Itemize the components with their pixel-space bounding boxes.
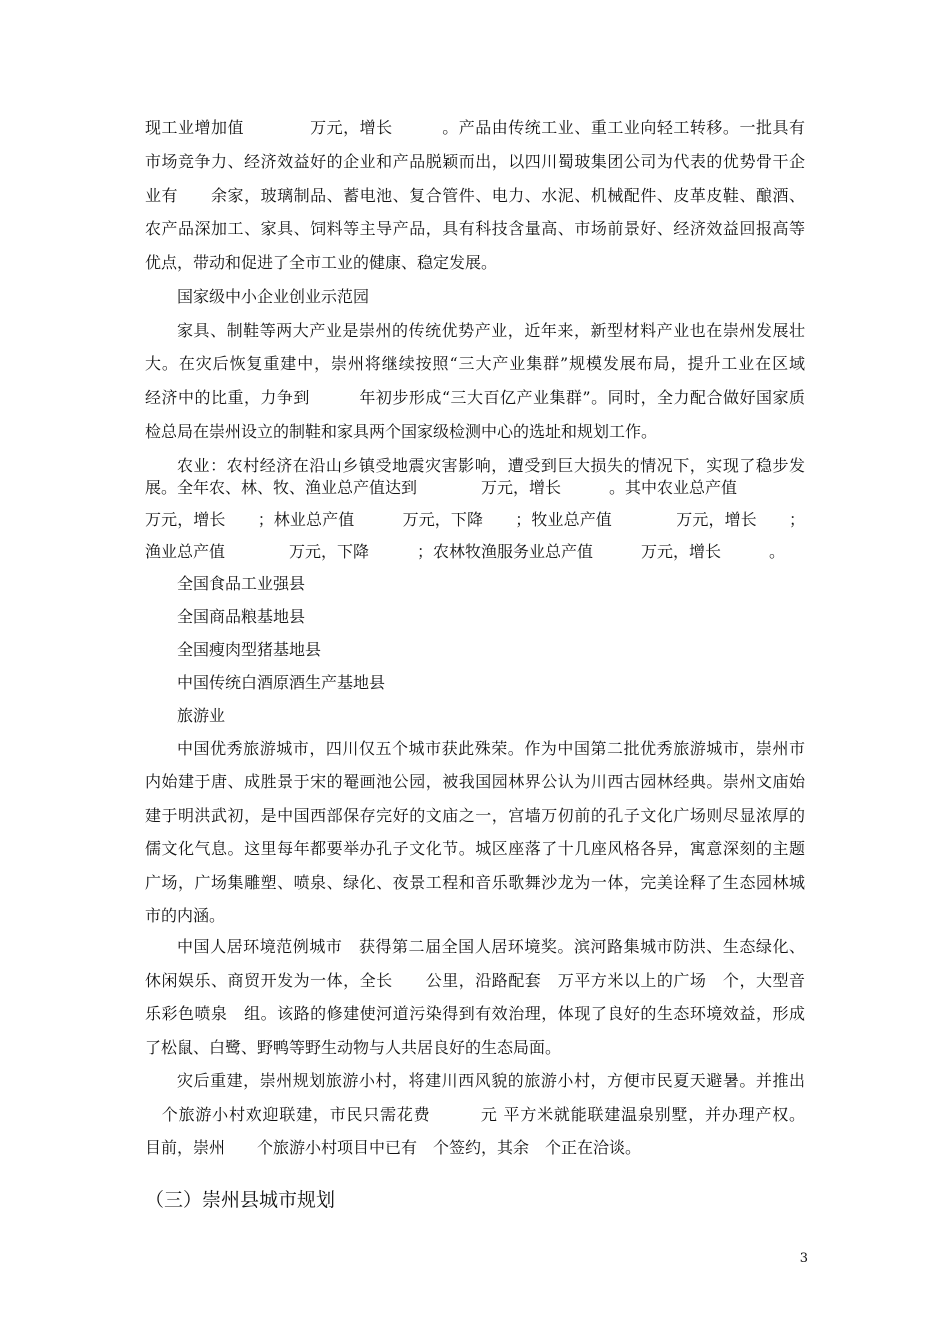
text-line: 中国优秀旅游城市，四川仅五个城市获此殊荣。作为中国第二批优秀旅游城市，崇州市 — [177, 739, 805, 758]
text-line: 市场竞争力、经济效益好的企业和产品脱颖而出，以四川蜀玻集团公司为代表的优势骨干企 — [145, 152, 805, 171]
text-line: 个旅游小村欢迎联建，市民只需花费 元 平方米就能联建温泉别墅，并办理产权。 — [145, 1105, 805, 1124]
subheading-line: 全国商品粮基地县 — [177, 607, 306, 626]
text-line: 展。全年农、林、牧、渔业总产值达到 万元，增长 。其中农业总产值 — [145, 478, 738, 497]
text-line: 现工业增加值 万元，增长 。产品由传统工业、重工业向轻工转移。一批具有 — [145, 118, 805, 137]
subheading-line: 全国食品工业强县 — [177, 574, 306, 593]
text-line: 内始建于唐、成胜景于宋的罨画池公园，被我国园林界公认为川西古园林经典。崇州文庙始 — [145, 772, 805, 791]
text-line: 农产品深加工、家具、饲料等主导产品，具有科技含量高、市场前景好、经济效益回报高等 — [145, 219, 805, 238]
text-line: 中国人居环境范例城市 获得第二届全国人居环境奖。滨河路集城市防洪、生态绿化、 — [177, 937, 805, 956]
subheading-line: 国家级中小企业创业示范园 — [177, 287, 370, 306]
text-line: 市的内涵。 — [145, 906, 226, 925]
text-line: 目前，崇州 个旅游小村项目中已有 个签约，其余 个正在洽谈。 — [145, 1138, 642, 1157]
subheading-line: 中国传统白酒原酒生产基地县 — [177, 673, 386, 692]
text-line: 乐彩色喷泉 组。该路的修建使河道污染得到有效治理，体现了良好的生态环境效益，形成 — [145, 1004, 805, 1023]
text-line: 万元，增长 ；林业总产值 万元，下降 ；牧业总产值 万元，增长 ； — [145, 510, 805, 529]
text-line: 大。在灾后恢复重建中，崇州将继续按照“三大产业集群”规模发展布局，提升工业在区域 — [145, 354, 805, 373]
page-number: 3 — [799, 1251, 808, 1266]
text-line: 灾后重建，崇州规划旅游小村，将建川西风貌的旅游小村，方便市民夏天避暑。并推出 — [177, 1071, 805, 1090]
subheading-line: 旅游业 — [177, 706, 226, 725]
text-line: 了松鼠、白鹭、野鸭等野生动物与人共居良好的生态局面。 — [145, 1038, 562, 1057]
text-line: 儒文化气息。这里每年都要举办孔子文化节。城区座落了十几座风格各异，寓意深刻的主题 — [145, 839, 805, 858]
text-line: 家具、制鞋等两大产业是崇州的传统优势产业，近年来，新型材料产业也在崇州发展壮 — [177, 321, 805, 340]
text-line: 广场，广场集雕塑、喷泉、绿化、夜景工程和音乐歌舞沙龙为一体，完美诠释了生态园林城 — [145, 873, 805, 892]
text-line: 经济中的比重，力争到 年初步形成“三大百亿产业集群”。同时，全力配合做好国家质 — [145, 388, 805, 407]
text-line: 渔业总产值 万元，下降 ；农林牧渔服务业总产值 万元，增长 。 — [145, 542, 786, 561]
text-line: 业有 余家，玻璃制品、蓄电池、复合管件、电力、水泥、机械配件、皮革皮鞋、酿酒、 — [145, 186, 805, 205]
text-line: 休闲娱乐、商贸开发为一体，全长 公里，沿路配套 万平方米以上的广场 个，大型音 — [145, 971, 805, 990]
text-line: 优点，带动和促进了全市工业的健康、稳定发展。 — [145, 253, 498, 272]
text-line: 检总局在崇州设立的制鞋和家具两个国家级检测中心的选址和规划工作。 — [145, 422, 658, 441]
text-line: 农业：农村经济在沿山乡镇受地震灾害影响，遭受到巨大损失的情况下，实现了稳步发 — [177, 456, 805, 475]
subheading-line: 全国瘦肉型猪基地县 — [177, 640, 322, 659]
text-line: 建于明洪武初，是中国西部保存完好的文庙之一，宫墙万仞前的孔子文化广场则尽显浓厚的 — [145, 806, 805, 825]
section-heading: （三）崇州县城市规划 — [145, 1189, 336, 1211]
